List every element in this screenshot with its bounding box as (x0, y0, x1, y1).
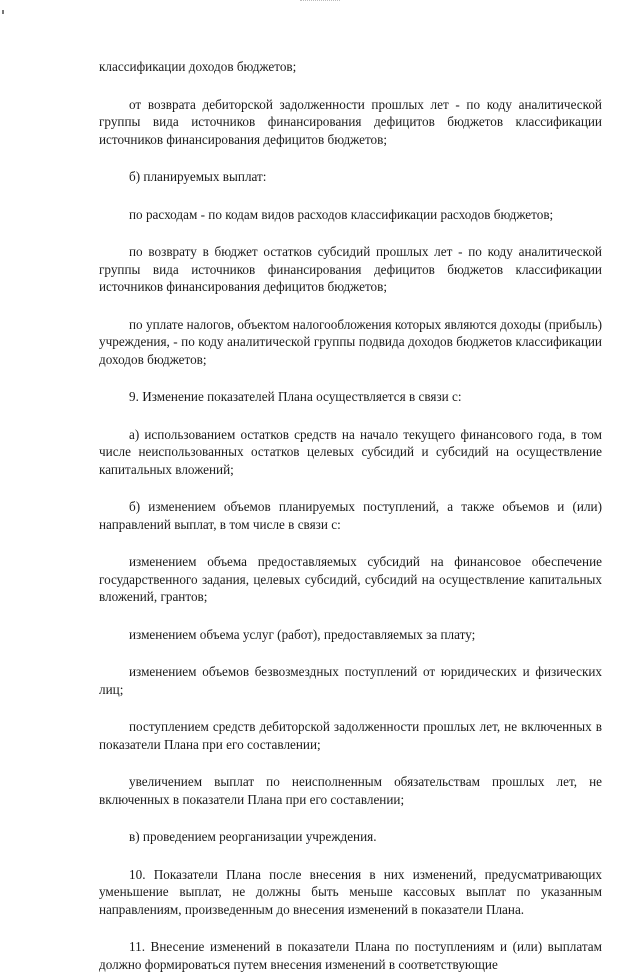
paragraph: по уплате налогов, объектом налогообложения которых являются доходы (прибыль) учреждения, - по коду аналитической группы подвида доходов бюджетов классификации доходов бюджетов; (99, 316, 602, 367)
paragraph: увеличением выплат по неисполненным обязательствам прошлых лет, не включенных в показатели Плана при его составлении; (99, 774, 602, 807)
paragraph: 11. Внесение изменений в показатели Плана по поступлениям и (или) выплатам должно формироваться путем внесения изменений в соответствующие (99, 939, 602, 972)
paragraph: от возврата дебиторской задолженности прошлых лет - по коду аналитической группы вида источников финансирования дефицитов бюджетов классификации источников финансирования дефицитов бюджетов; (99, 96, 602, 147)
document-page (99, 58, 602, 973)
paragraph: изменением объема предоставляемых субсидий на финансовое обеспечение государственного задания, целевых субсидий, субсидий на осуществление капитальных вложений, грантов; (99, 554, 602, 604)
paragraph: 9. Изменение показателей Плана осуществляется в связи с: (129, 389, 462, 404)
scan-top-mark (300, 0, 340, 4)
paragraph: б) планируемых выплат: (129, 169, 267, 184)
paragraph: 10. Показатели Плана после внесения в них изменений, предусматривающих уменьшение выплат, не должны быть меньше кассовых выплат по указанным направлениям, произведенным до внесения изменений в показатели Плана. (99, 866, 602, 917)
paragraph: в) проведением реорганизации учреждения. (129, 829, 377, 844)
paragraph: по расходам - по кодам видов расходов классификации расходов бюджетов; (129, 206, 554, 222)
scan-edge-mark (2, 10, 4, 14)
paragraph: изменением объема услуг (работ), предоставляемых за плату; (129, 626, 476, 642)
paragraph: по возврату в бюджет остатков субсидий прошлых лет - по коду аналитической группы вида источников финансирования дефицитов бюджетов классификации источников финансирования дефицитов бюджетов; (99, 244, 602, 294)
paragraph: классификации доходов бюджетов; (99, 59, 297, 74)
paragraph: а) использованием остатков средств на начало текущего финансового года, в том числе неиспользованных остатков целевых субсидий и субсидий на осуществление капитальных вложений; (99, 426, 602, 477)
paragraph: изменением объемов безвозмездных поступлений от юридических и физических лиц; (99, 664, 602, 697)
paragraph: б) изменением объемов планируемых поступлений, а также объемов и (или) направлений выплат, в том числе в связи с: (99, 499, 602, 532)
paragraph: поступлением средств дебиторской задолженности прошлых лет, не включенных в показатели Плана при его составлении; (99, 719, 602, 752)
